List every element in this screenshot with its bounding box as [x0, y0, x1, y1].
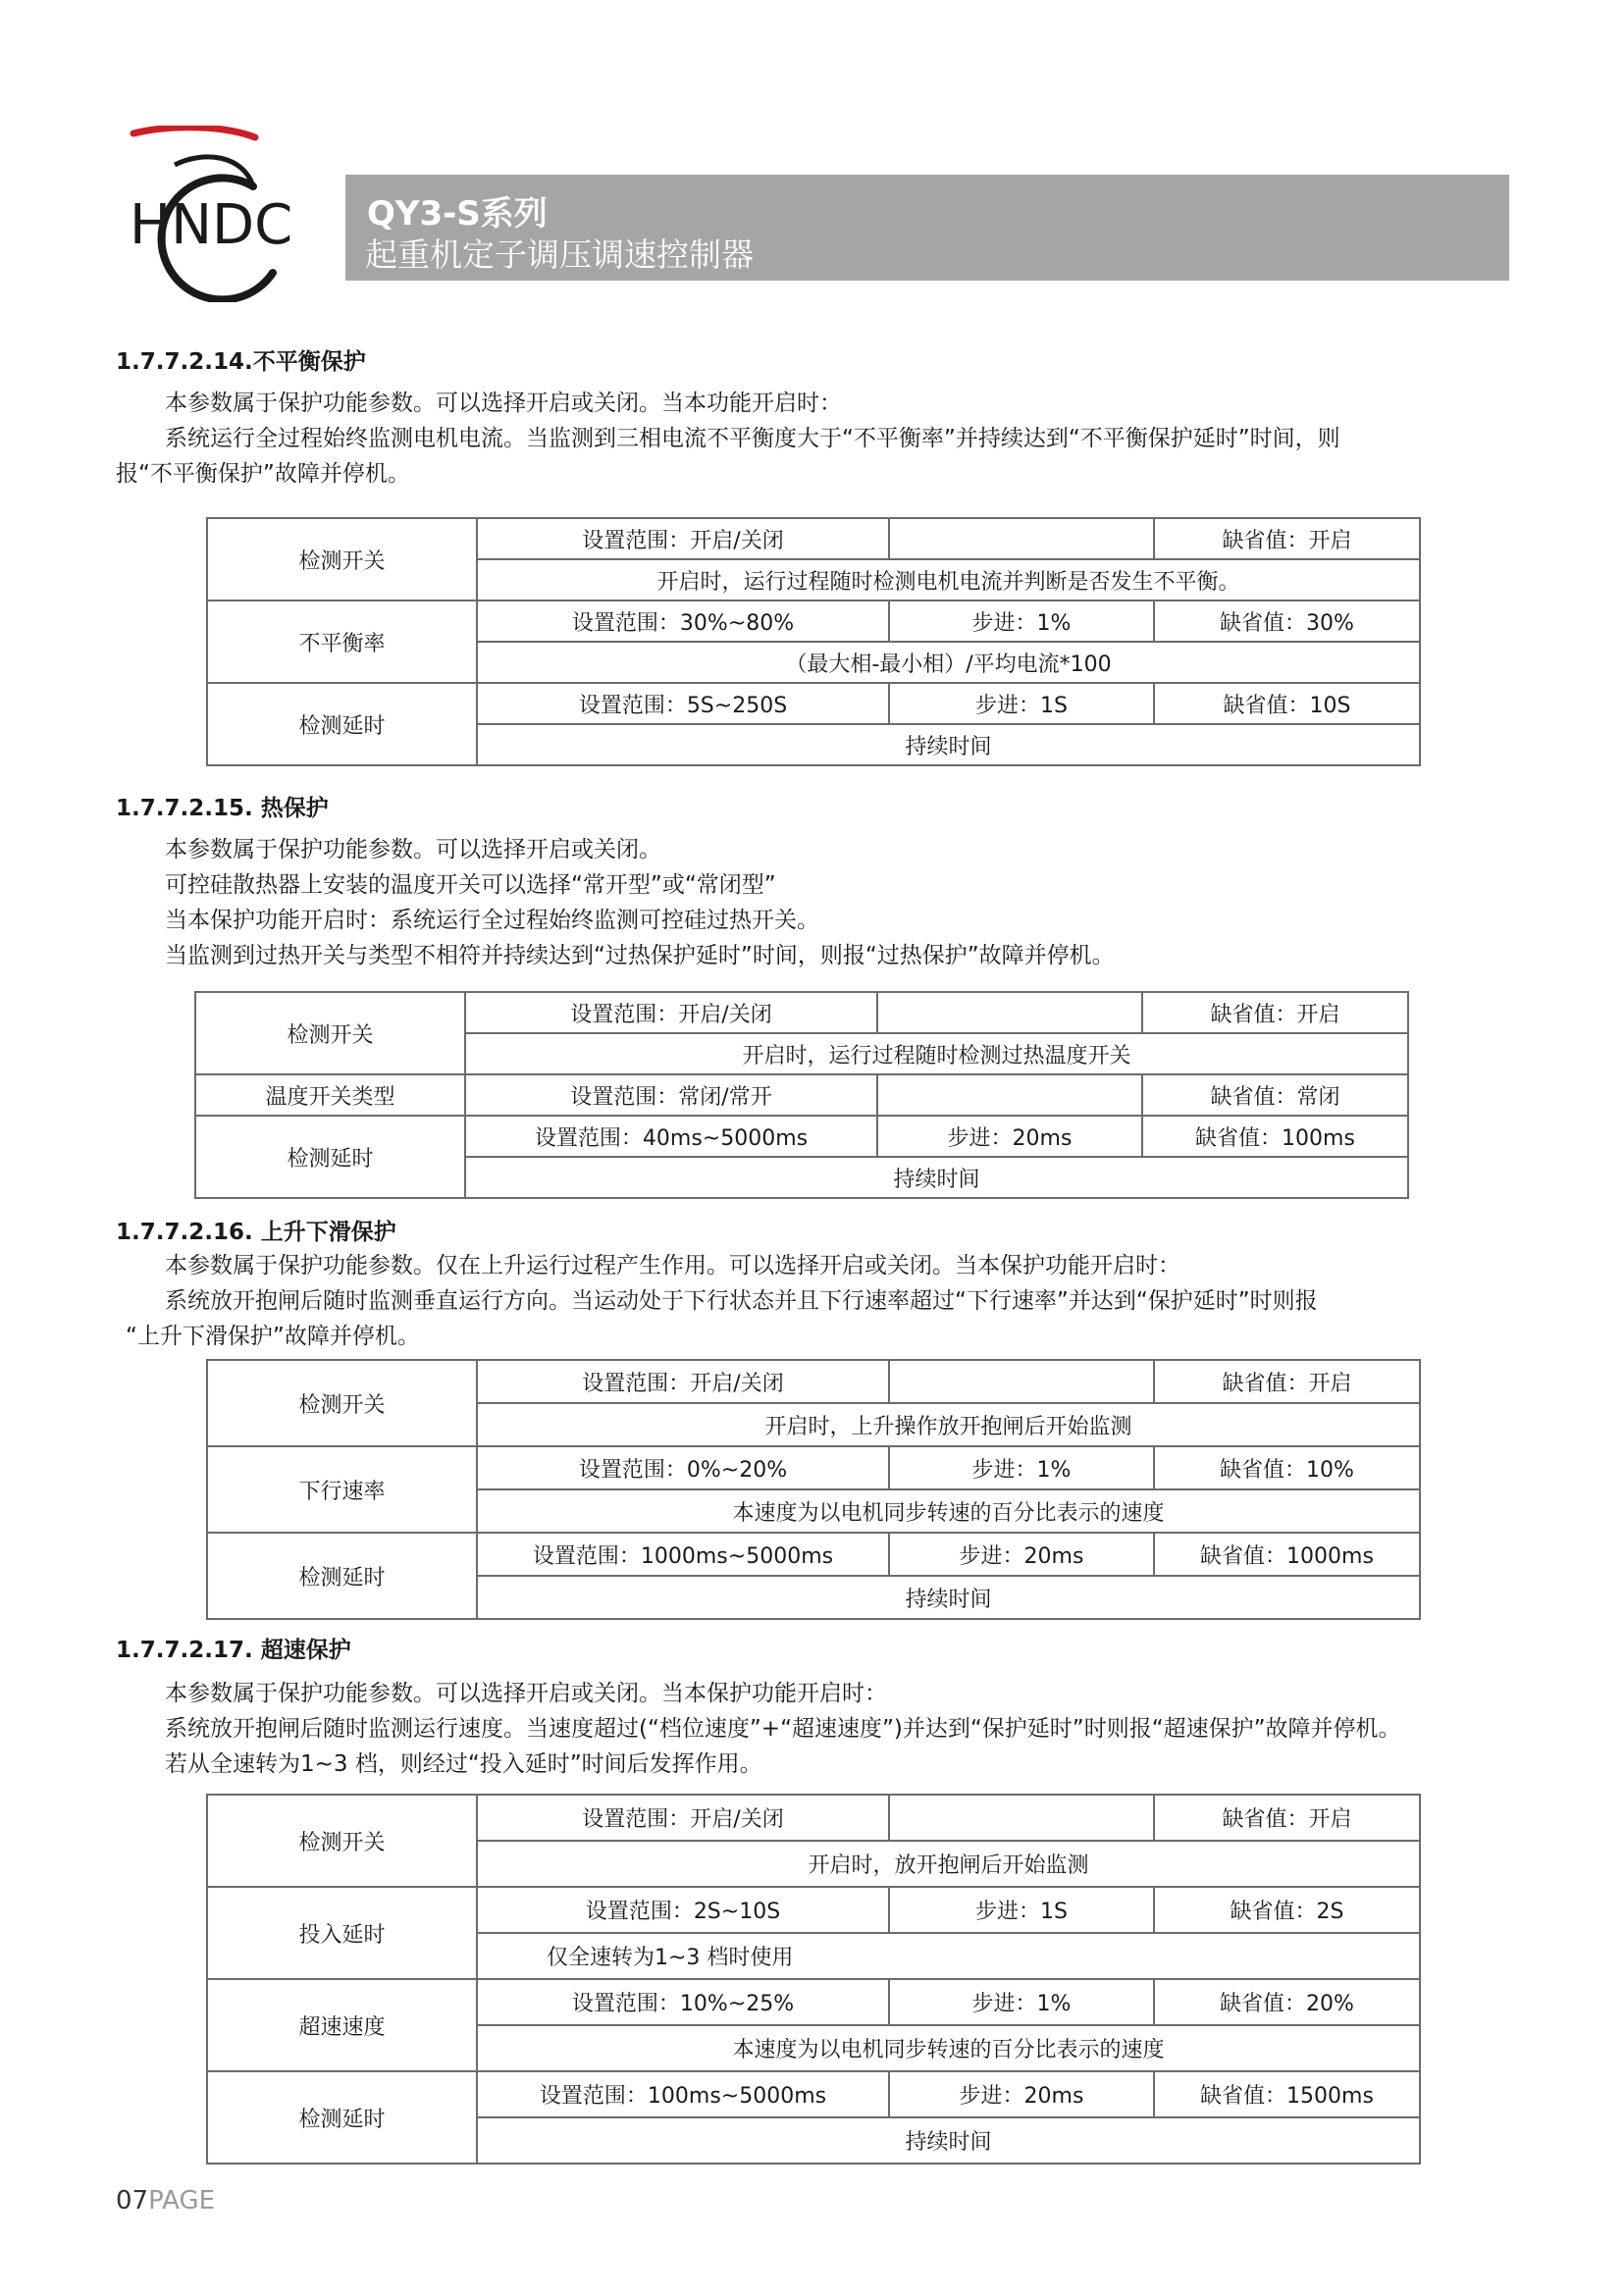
param-step: 步进：1%	[889, 1446, 1154, 1489]
param-step: 步进：20ms	[889, 1533, 1154, 1576]
paragraph: 本参数属于保护功能参数。可以选择开启或关闭。当本保护功能开启时：	[165, 1681, 887, 1706]
param-name: 不平衡率	[207, 600, 477, 683]
param-desc: 持续时间	[465, 1157, 1408, 1198]
section-heading: 1.7.7.2.17. 超速保护	[116, 1638, 351, 1663]
param-desc: （最大相-最小相）/平均电流*100	[477, 642, 1420, 683]
paragraph: 本参数属于保护功能参数。可以选择开启或关闭。当本功能开启时：	[165, 391, 842, 416]
page-number: 07	[116, 2186, 149, 2216]
param-default: 缺省值：20%	[1154, 1979, 1420, 2025]
page-footer	[116, 2186, 215, 2216]
param-name: 检测延时	[195, 1116, 465, 1198]
param-step	[877, 1074, 1142, 1116]
param-name: 检测开关	[207, 1360, 477, 1446]
param-range: 设置范围：2S~10S	[477, 1887, 889, 1933]
param-range: 设置范围：开启/关闭	[465, 992, 877, 1033]
param-desc: 本速度为以电机同步转速的百分比表示的速度	[477, 2025, 1420, 2071]
paragraph: 系统运行全过程始终监测电机电流。当监测到三相电流不平衡度大于“不平衡率”并持续达到“不平衡保护延时”时间，则	[165, 426, 1340, 451]
param-name: 检测延时	[207, 683, 477, 765]
paragraph: 当监测到过热开关与类型不相符并持续达到“过热保护延时”时间，则报“过热保护”故障并停机。	[165, 943, 1115, 968]
param-range: 设置范围：1000ms~5000ms	[477, 1533, 889, 1576]
param-desc: 持续时间	[477, 724, 1420, 765]
paragraph: 系统放开抱闸后随时监测垂直运行方向。当运动处于下行状态并且下行速率超过“下行速率”并达到“保护延时”时则报	[165, 1288, 1318, 1314]
param-step	[889, 1360, 1154, 1403]
param-desc: 开启时，运行过程随时检测过热温度开关	[465, 1033, 1408, 1074]
param-name: 投入延时	[207, 1887, 477, 1979]
param-default: 缺省值：10S	[1154, 683, 1420, 724]
param-step: 步进：1%	[889, 600, 1154, 642]
param-range: 设置范围：开启/关闭	[477, 518, 889, 559]
param-range: 设置范围：10%~25%	[477, 1979, 889, 2025]
param-step: 步进：20ms	[889, 2071, 1154, 2117]
parameter-table	[206, 1359, 1421, 1620]
param-range: 设置范围：40ms~5000ms	[465, 1116, 877, 1157]
param-desc: 开启时，运行过程随时检测电机电流并判断是否发生不平衡。	[477, 559, 1420, 600]
param-step: 步进：1%	[889, 1979, 1154, 2025]
param-step: 步进：1S	[889, 1887, 1154, 1933]
param-desc: 开启时，放开抱闸后开始监测	[477, 1841, 1420, 1887]
param-default: 缺省值：10%	[1154, 1446, 1420, 1489]
paragraph: 若从全速转为1~3 档，则经过“投入延时”时间后发挥作用。	[165, 1751, 762, 1777]
param-step: 步进：1S	[889, 683, 1154, 724]
parameter-table	[206, 1794, 1421, 2165]
paragraph: 系统放开抱闸后随时监测运行速度。当速度超过(“档位速度”+“超速速度”)并达到“保护延时”时则报“超速保护”故障并停机。	[165, 1716, 1401, 1742]
param-desc: 开启时，上升操作放开抱闸后开始监测	[477, 1403, 1420, 1446]
param-default: 缺省值：30%	[1154, 600, 1420, 642]
company-logo	[126, 126, 302, 302]
paragraph: 本参数属于保护功能参数。仅在上升运行过程产生作用。可以选择开启或关闭。当本保护功能开启时：	[165, 1253, 1180, 1278]
param-name: 检测开关	[207, 518, 477, 600]
param-default: 缺省值：1000ms	[1154, 1533, 1420, 1576]
param-desc: 本速度为以电机同步转速的百分比表示的速度	[477, 1489, 1420, 1533]
product-subtitle: 起重机定子调压调速控制器	[365, 235, 754, 274]
param-range: 设置范围：30%~80%	[477, 600, 889, 642]
paragraph: 当本保护功能开启时：系统运行全过程始终监测可控硅过热开关。	[165, 908, 819, 933]
section-body	[165, 386, 1340, 456]
page-label: PAGE	[148, 2186, 216, 2216]
section-body	[165, 832, 1115, 973]
param-step	[889, 518, 1154, 559]
param-default: 缺省值：1500ms	[1154, 2071, 1420, 2117]
param-name: 检测开关	[195, 992, 465, 1074]
param-step: 步进：20ms	[877, 1116, 1142, 1157]
section-heading: 1.7.7.2.16. 上升下滑保护	[116, 1220, 396, 1245]
param-range: 设置范围：0%~20%	[477, 1446, 889, 1489]
param-range: 设置范围：常闭/常开	[465, 1074, 877, 1116]
param-range: 设置范围：开启/关闭	[477, 1795, 889, 1841]
section-body	[165, 1248, 1318, 1319]
parameter-table	[194, 991, 1409, 1199]
paragraph: 本参数属于保护功能参数。可以选择开启或关闭。	[165, 837, 661, 862]
section-heading: 1.7.7.2.15. 热保护	[116, 796, 329, 821]
param-name: 下行速率	[207, 1446, 477, 1533]
param-default: 缺省值：开启	[1142, 992, 1408, 1033]
param-desc: 仅全速转为1~3 档时使用	[477, 1933, 1420, 1979]
param-range: 设置范围：100ms~5000ms	[477, 2071, 889, 2117]
param-name: 检测开关	[207, 1795, 477, 1887]
paragraph: 可控硅散热器上安装的温度开关可以选择“常开型”或“常闭型”	[165, 872, 776, 898]
param-default: 缺省值：开启	[1154, 518, 1420, 559]
param-desc: 持续时间	[477, 2117, 1420, 2164]
param-default: 缺省值：100ms	[1142, 1116, 1408, 1157]
param-default: 缺省值：2S	[1154, 1887, 1420, 1933]
param-name: 超速速度	[207, 1979, 477, 2071]
param-default: 缺省值：开启	[1154, 1360, 1420, 1403]
param-desc: 持续时间	[477, 1576, 1420, 1619]
header-banner	[345, 175, 1509, 281]
paragraph: “上升下滑保护”故障并停机。	[126, 1324, 420, 1349]
paragraph: 报“不平衡保护”故障并停机。	[116, 461, 410, 487]
param-default: 缺省值：开启	[1154, 1795, 1420, 1841]
param-range: 设置范围：5S~250S	[477, 683, 889, 724]
param-name: 检测延时	[207, 2071, 477, 2164]
param-name: 温度开关类型	[195, 1074, 465, 1116]
param-step	[877, 992, 1142, 1033]
logo-text: HNDC	[130, 193, 293, 257]
section-body	[165, 1676, 1401, 1782]
param-default: 缺省值：常闭	[1142, 1074, 1408, 1116]
param-step	[889, 1795, 1154, 1841]
param-range: 设置范围：开启/关闭	[477, 1360, 889, 1403]
section-heading: 1.7.7.2.14.不平衡保护	[116, 349, 366, 375]
param-name: 检测延时	[207, 1533, 477, 1619]
series-title: QY3-S系列	[367, 194, 548, 234]
parameter-table	[206, 517, 1421, 766]
